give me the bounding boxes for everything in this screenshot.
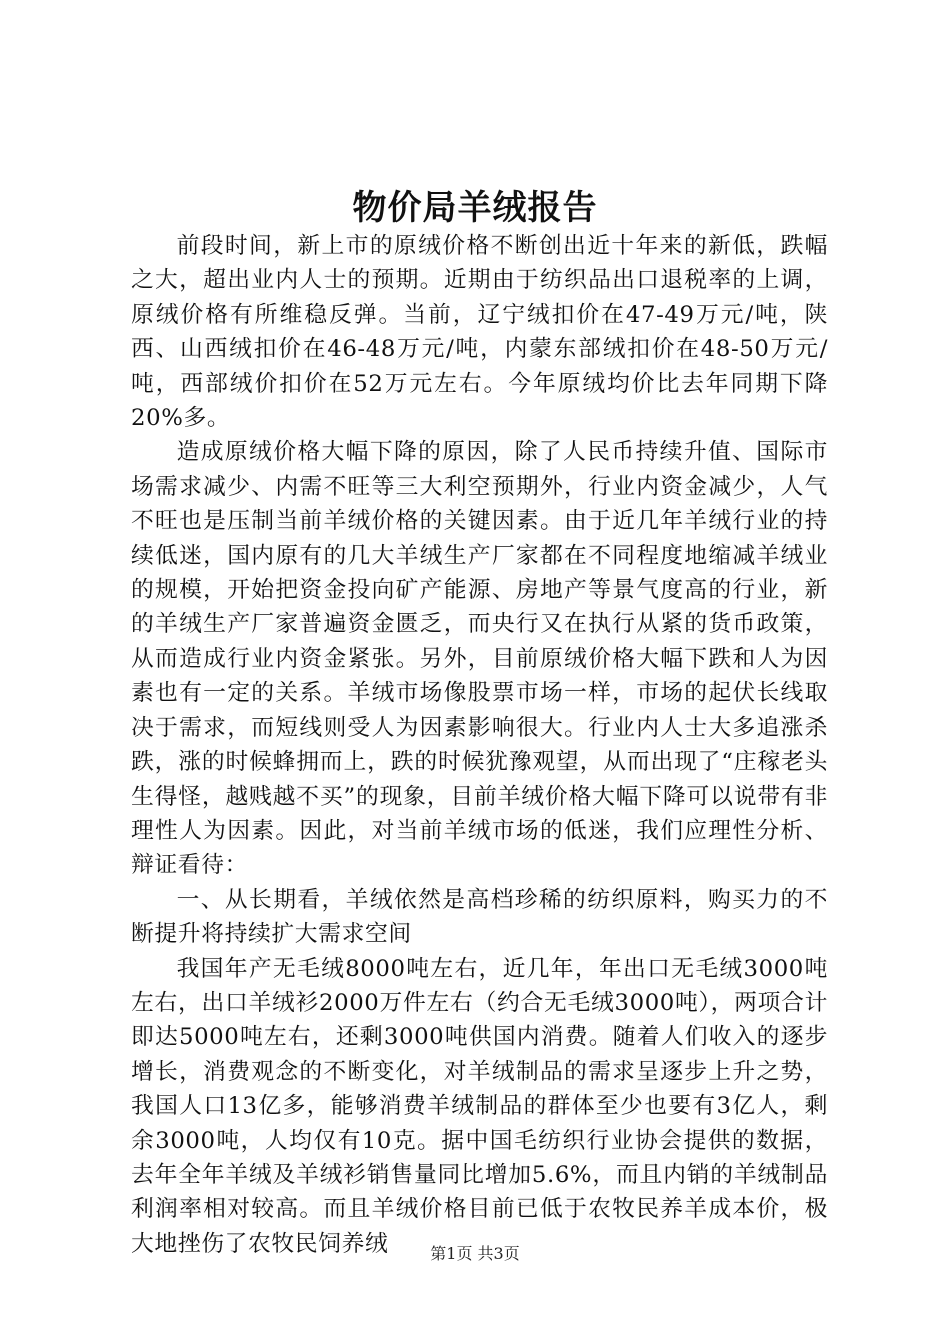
paragraph-2: 造成原绒价格大幅下降的原因，除了人民币持续升值、国际市场需求减少、内需不旺等三大利空预期外，行业内资金减少，人气不旺也是压制当前羊绒价格的关键因素。由于近几年羊绒行业的持续低迷，国内原有的几大羊绒生产厂家都在不同程度地缩减羊绒业的规模，开始把资金投向矿产能源、房地产等景气度高的行业，新的羊绒生产厂家普遍资金匮乏，而央行又在执行从紧的货币政策，从而造成行业内资金紧张。另外，目前原绒价格大幅下跌和人为因素也有一定的关系。羊绒市场像股票市场一样，市场的起伏长线取决于需求，而短线则受人为因素影响很大。行业内人士大多追涨杀跌，涨的时候蜂拥而上，跌的时候犹豫观望，从而出现了“庄稼老头生得怪，越贱越不买”的现象，目前羊绒价格大幅下降可以说带有非理性人为因素。因此，对当前羊绒市场的低迷，我们应理性分析、辩证看待： bbox=[131, 439, 828, 879]
paragraph-4: 我国年产无毛绒8000吨左右，近几年，年出口无毛绒3000吨左右，出口羊绒衫2000万件左右（约合无毛绒3000吨），两项合计即达5000吨左右，还剩3000吨供国内消费。随着人们收入的逐步增长，消费观念的不断变化，对羊绒制品的需求呈逐步上升之势，我国人口13亿多，能够消费羊绒制品的群体至少也要有3亿人，剩余3000吨，人均仅有10克。据中国毛纺织行业协会提供的数据，去年全年羊绒及羊绒衫销售量同比增加5.6%，而且内销的羊绒制品利润率相对较高。而且羊绒价格目前已低于农牧民养羊成本价，极大地挫伤了农牧民饲养绒 bbox=[131, 955, 828, 1257]
document-title: 物价局羊绒报告 bbox=[352, 188, 598, 228]
paragraph-3-heading: 一、从长期看，羊绒依然是高档珍稀的纺织原料，购买力的不断提升将持续扩大需求空间 bbox=[131, 886, 828, 948]
page-footer: 第1页 共3页 bbox=[430, 1244, 520, 1263]
document-body bbox=[131, 229, 828, 1261]
paragraph-1: 前段时间，新上市的原绒价格不断创出近十年来的新低，跌幅之大，超出业内人士的预期。近期由于纺织品出口退税率的上调，原绒价格有所维稳反弹。当前，辽宁绒扣价在47-49万元/吨，陕西、山西绒扣价在46-48万元/吨，内蒙东部绒扣价在48-50万元/吨，西部绒价扣价在52万元左右。今年原绒均价比去年同期下降20%多。 bbox=[131, 233, 828, 432]
